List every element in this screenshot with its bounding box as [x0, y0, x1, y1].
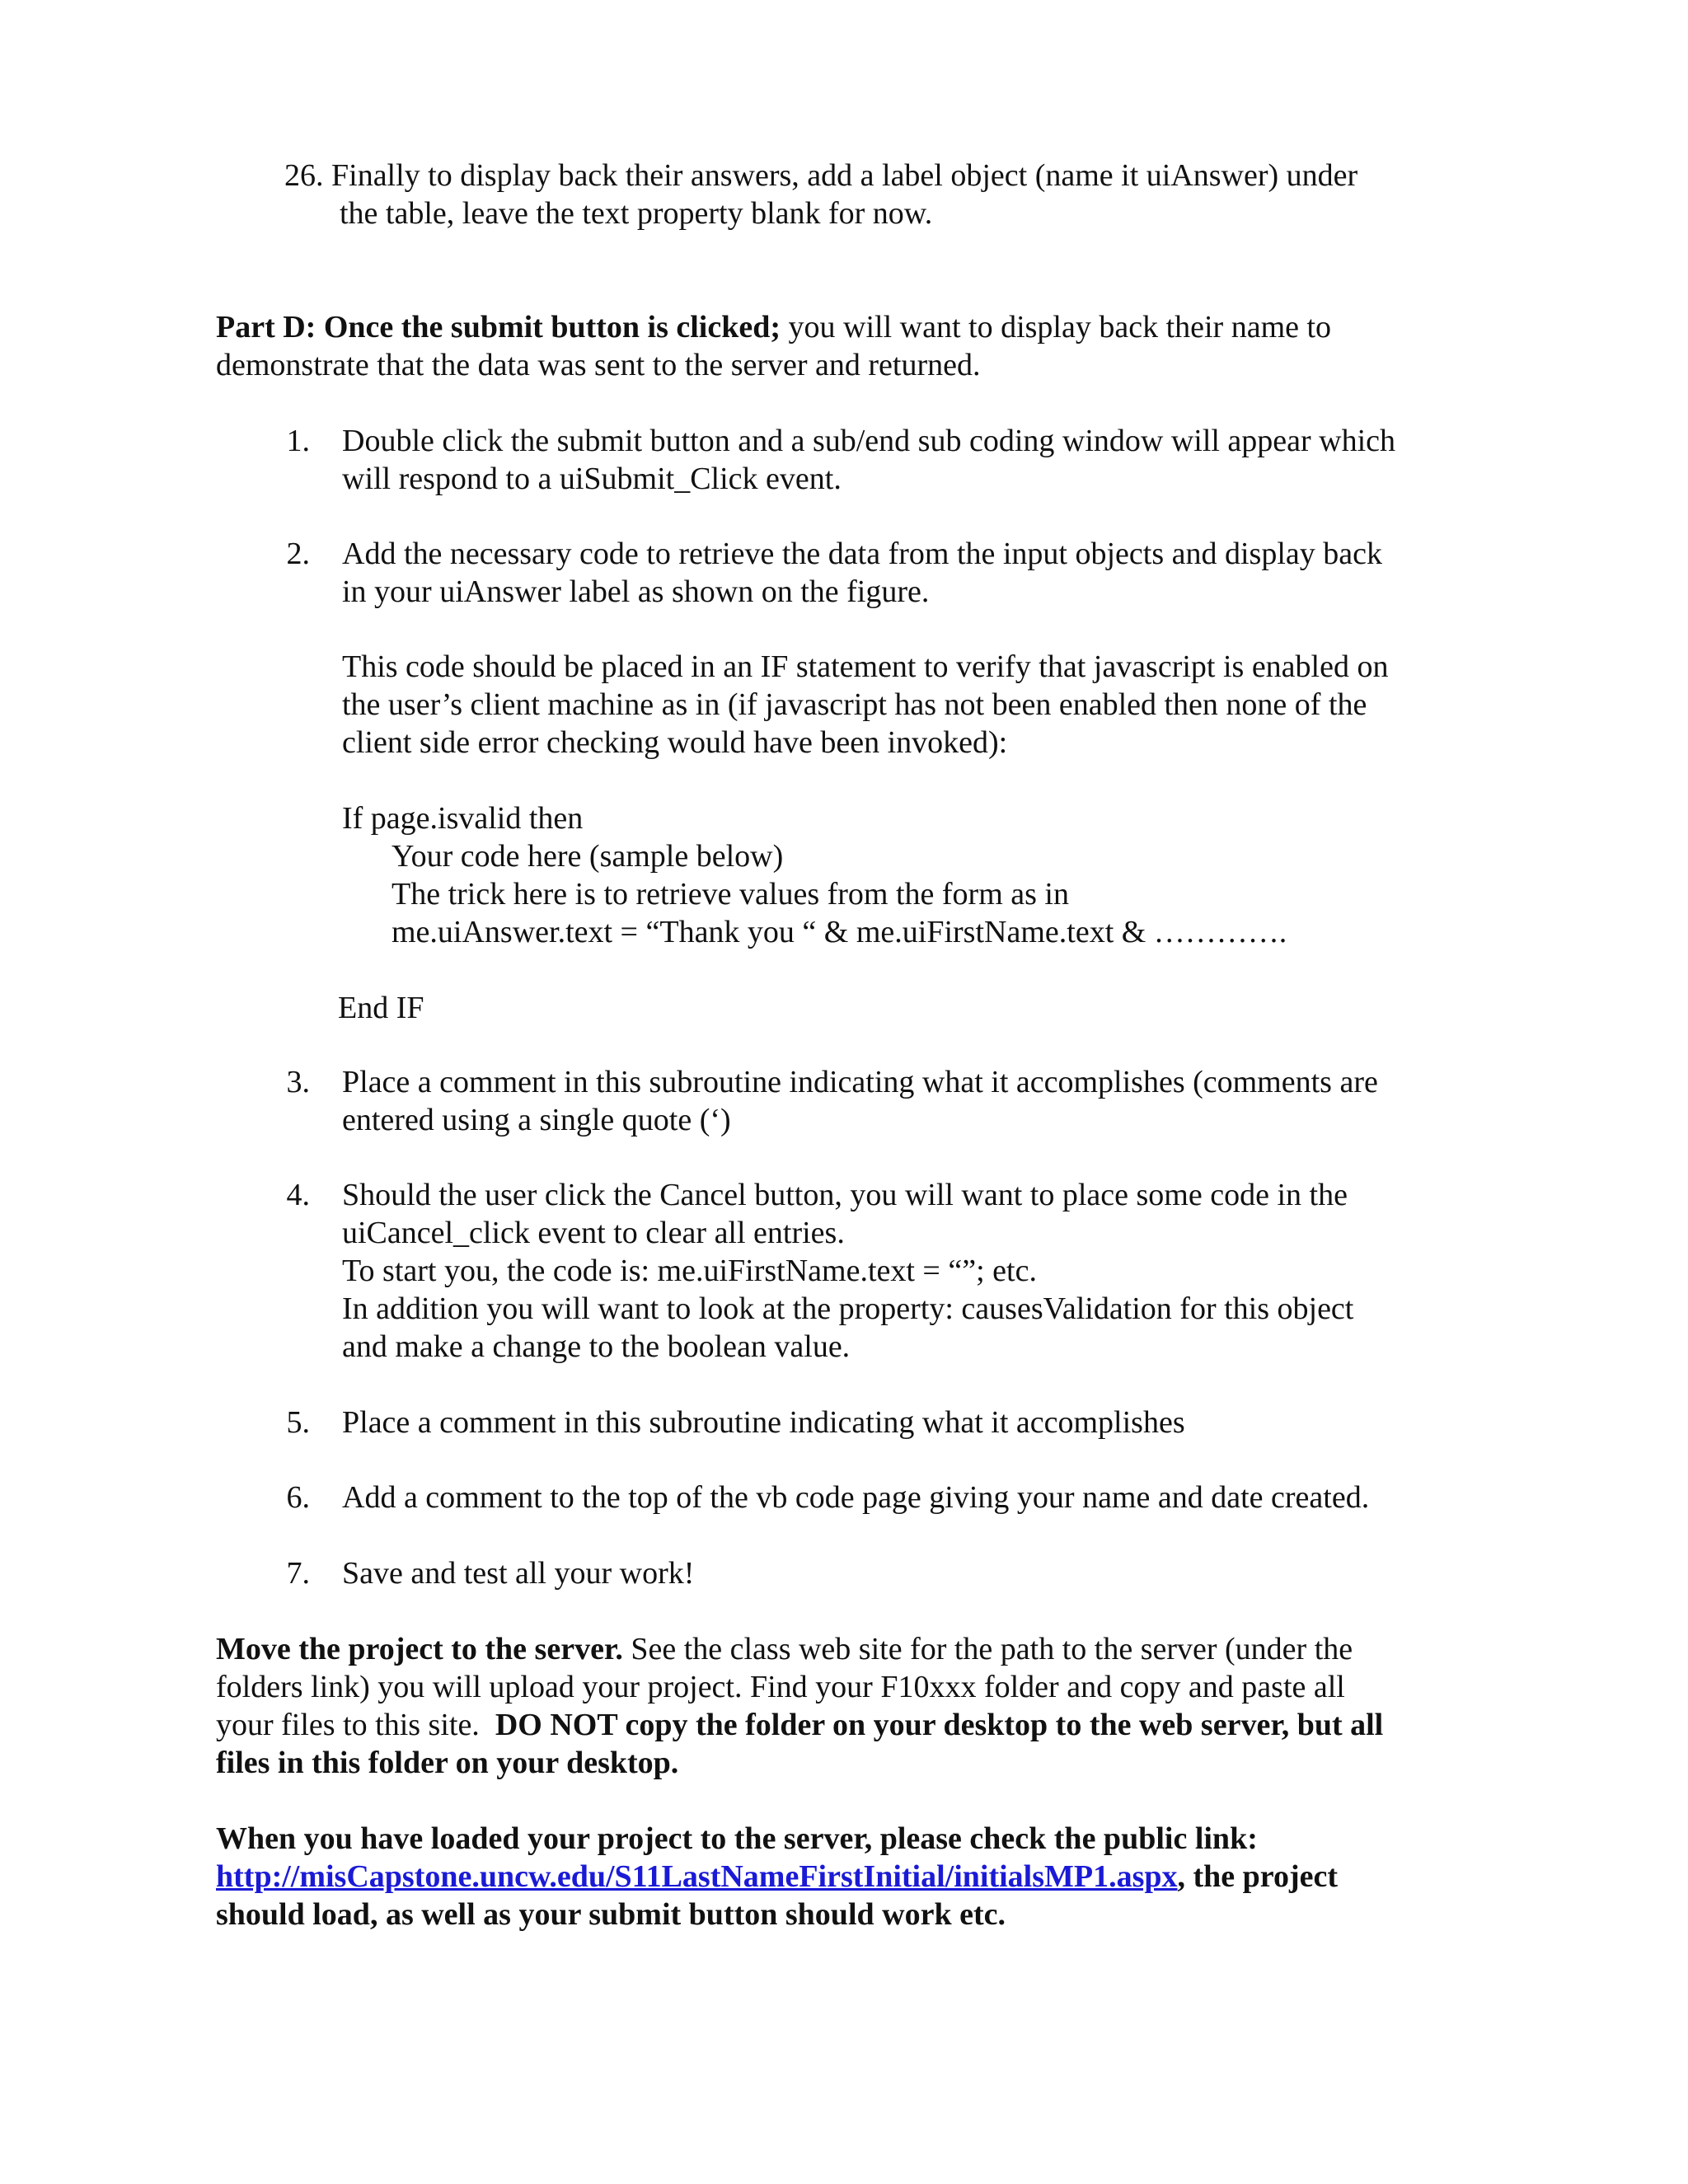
item-26-number: 26.: [284, 158, 324, 193]
move-line-2: folders link) you will upload your project. Find your F10xxx folder and copy and paste all: [216, 1670, 1345, 1704]
step-2-number: 2.: [286, 537, 310, 571]
public-project-link[interactable]: http://misCapstone.uncw.edu/S11LastNameFirstInitial/initialsMP1.aspx: [216, 1859, 1178, 1894]
step-2-line-1: Add the necessary code to retrieve the data from the input objects and display back: [342, 537, 1382, 571]
code-body: [392, 837, 1287, 951]
code-if-line: If page.isvalid then: [342, 801, 584, 836]
step-2-line-2: in your uiAnswer label as shown on the figure.: [342, 574, 930, 609]
step-2-para-3: client side error checking would have been invoked):: [342, 725, 1008, 760]
step-2-para-1: This code should be placed in an IF statement to verify that javascript is enabled on: [342, 649, 1389, 684]
item-26-cont: [340, 194, 932, 232]
part-d-line-1: [216, 308, 1331, 346]
part-d-paragraph: [216, 308, 1331, 384]
step-6-line-1: Add a comment to the top of the vb code page giving your name and date created.: [342, 1480, 1370, 1515]
final-line-1: When you have loaded your project to the server, please check the public link:: [216, 1821, 1258, 1856]
step-4-number: 4.: [286, 1178, 310, 1212]
code-body-2: The trick here is to retrieve values from the form as in: [392, 877, 1069, 912]
item-26: [284, 157, 1357, 194]
step-4-line-4: In addition you will want to look at the property: causesValidation for this object: [342, 1291, 1354, 1326]
move-line-4: files in this folder on your desktop.: [216, 1746, 679, 1780]
step-3-line-2: entered using a single quote (‘): [342, 1103, 731, 1137]
part-d-line-1-rest: you will want to display back their name to: [781, 310, 1332, 344]
code-body-1: Your code here (sample below): [392, 839, 784, 874]
step-6-number: 6.: [286, 1480, 310, 1515]
step-2-para-2: the user’s client machine as in (if javascript has not been enabled then none of the: [342, 687, 1367, 722]
code-sample: [342, 799, 1287, 951]
final-line-2-rest: , the project: [1177, 1859, 1339, 1894]
step-1-number: 1.: [286, 424, 310, 458]
move-heading: Move the project to the server.: [216, 1632, 623, 1666]
code-end-if: [338, 989, 424, 1027]
step-7-number: 7.: [286, 1556, 310, 1591]
move-line-1: [216, 1630, 1383, 1668]
code-body-3: me.uiAnswer.text = “Thank you “ & me.uiFirstName.text & ………….: [392, 915, 1287, 949]
step-5-line-1: Place a comment in this subroutine indicating what it accomplishes: [342, 1405, 1185, 1440]
part-d-line-2: demonstrate that the data was sent to the server and returned.: [216, 348, 981, 382]
item-26-text-1: Finally to display back their answers, add a label object (name it uiAnswer) under: [331, 158, 1358, 193]
move-line-3-bold: DO NOT copy the folder on your desktop to the web server, but all: [495, 1708, 1384, 1742]
step-3-line-1: Place a comment in this subroutine indicating what it accomplishes (comments are: [342, 1065, 1378, 1099]
code-end-line: End IF: [338, 991, 424, 1025]
step-5-number: 5.: [286, 1405, 310, 1440]
final-line-3: should load, as well as your submit button should work etc.: [216, 1897, 1006, 1932]
part-d-heading: Part D: Once the submit button is clicked;: [216, 310, 781, 344]
move-line-1-rest: See the class web site for the path to the server (under the: [622, 1632, 1353, 1666]
item-26-text-2: the table, leave the text property blank for now.: [340, 196, 933, 231]
final-paragraph: [216, 1820, 1338, 1933]
step-4-line-3: To start you, the code is: me.uiFirstName.text = “”; etc.: [342, 1254, 1037, 1288]
item-26-line-1: [284, 157, 1357, 194]
move-line-3-regular: your files to this site.: [216, 1708, 495, 1742]
move-paragraph: [216, 1630, 1383, 1782]
step-4-line-1: Should the user click the Cancel button, you will want to place some code in the: [342, 1178, 1348, 1212]
move-line-3: [216, 1706, 1383, 1744]
step-3-number: 3.: [286, 1065, 310, 1099]
final-line-2: [216, 1858, 1338, 1896]
step-2-explanation: [342, 648, 1388, 762]
step-7-line-1: Save and test all your work!: [342, 1556, 695, 1591]
step-4-line-5: and make a change to the boolean value.: [342, 1329, 851, 1364]
step-1-line-2: will respond to a uiSubmit_Click event.: [342, 462, 842, 496]
step-4-line-2: uiCancel_click event to clear all entries.: [342, 1216, 845, 1250]
step-1-line-1: Double click the submit button and a sub/end sub coding window will appear which: [342, 424, 1396, 458]
